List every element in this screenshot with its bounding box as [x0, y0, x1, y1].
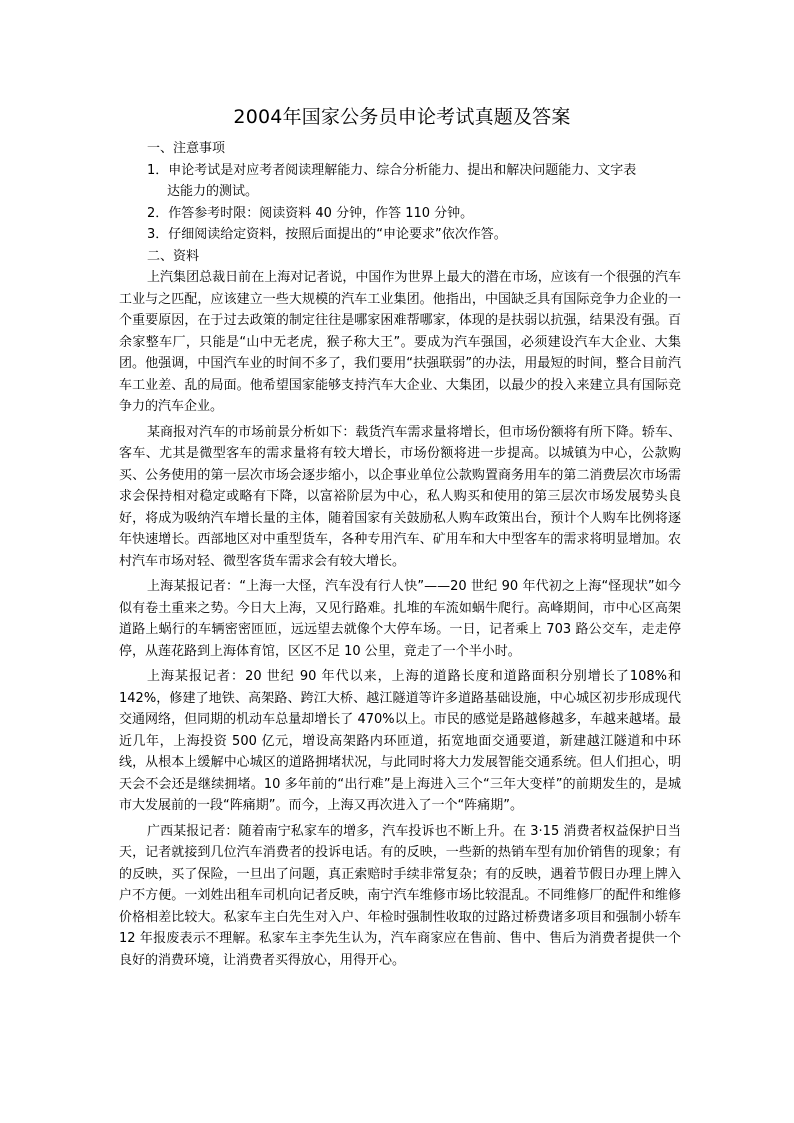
section-heading-materials: 二、资料: [147, 248, 200, 264]
material-paragraph-3: 上海某报记者：“上海一大怪，汽车没有行人快”——20 世纪 90 年代初之上海“怪现状”如今似有卷土重来之势。今日大上海，又见行路难。扎堆的车流如蜗牛爬行。高峰期间，市中心区高架道路上蜗行的车辆密密匝匝，远远望去就像个大停车场。一日，记者乘上 703 路公交车，走走停停，从莲花路到上海体育馆，区区不足 10 公里，竟走了一个半小时。: [119, 579, 681, 659]
notes-item-1: 1．申论考试是对应考者阅读理解能力、综合分析能力、提出和解决问题能力、文字表: [147, 162, 637, 178]
notes-item-2: 2．作答参考时限：阅读资料 40 分钟，作答 110 分钟。: [147, 205, 474, 221]
material-paragraph-4: 上海某报记者：20 世纪 90 年代以来，上海的道路长度和道路面积分别增长了108%和142%，修建了地铁、高架路、跨江大桥、越江隧道等许多道路基础设施，中心城区初步形成现代交通网络，但同期的机动车总量却增长了 470%以上。市民的感觉是路越修越多，车越来越堵。最近几年，上海投资 500 亿元，增设高架路内环匝道，拓宽地面交通要道，新建越江隧道和中环线，从根本上缓解中心城区的道路拥堵状况，与此同时将大力发展智能交通系统。但人们担心，明天会不会还是继续拥堵。10 多年前的“出行难”是上海进入三个“三年大变样”的前期发生的，是城市大发展前的一段“阵痛期”。而今，上海又再次进入了一个“阵痛期”。: [119, 669, 681, 813]
document-page: [119, 104, 681, 975]
section-heading-notes: 一、注意事项: [147, 141, 226, 156]
material-paragraph-1: 上汽集团总裁日前在上海对记者说，中国作为世界上最大的潜在市场，应该有一个很强的汽车工业与之匹配，应该建立一些大规模的汽车工业集团。他指出，中国缺乏具有国际竞争力企业的一个重要原因，在于过去政策的制定往往是哪家困难帮哪家，体现的是扶弱以抗强，结果没有强。百余家整车厂，只能是“山中无老虎，猴子称大王”。要成为汽车强国，必须建设汽车大企业、大集团。他强调，中国汽车业的时间不多了，我们要用“扶强联弱”的办法，用最短的时间，整合目前汽车工业差、乱的局面。他希望国家能够支持汽车大企业、大集团，以最少的投入来建立具有国际竞争力的汽车企业。: [119, 270, 681, 414]
document-title: 2004年国家公务员申论考试真题及答案: [233, 106, 571, 128]
material-paragraph-2: 某商报对汽车的市场前景分析如下：载货汽车需求量将增长，但市场份额将有所下降。轿车、客车、尤其是微型客车的需求量将有较大增长，市场份额将进一步提高。以城镇为中心，公款购买、公务使用的第一层次市场会逐步缩小，以企事业单位公款购置商务用车的第二消费层次市场需求会保持相对稳定或略有下降，以富裕阶层为中心，私人购买和使用的第三层次市场发展势头良好，将成为吸纳汽车增长量的主体，随着国家有关鼓励私人购车政策出台，预计个人购车比例将逐年快速增长。西部地区对中重型货车，各种专用汽车、矿用车和大中型客车的需求将明显增加。农村汽车市场对轻、微型客货车需求会有较大增长。: [119, 424, 681, 569]
notes-item-1-continued: 达能力的测试。: [167, 184, 259, 199]
material-paragraph-5: 广西某报记者：随着南宁私家车的增多，汽车投诉也不断上升。在 3·15 消费者权益保护日当天，记者就接到几位汽车消费者的投诉电话。有的反映，一些新的热销车型有加价销售的现象；有的反映，买了保险，一旦出了问题，真正索赔时手续非常复杂；有的反映，遇着节假日办理上牌入户不方便。一刘姓出租车司机向记者反映，南宁汽车维修市场比较混乱。不同维修厂的配件和维修价格相差比较大。私家车主白先生对入户、年检时强制性收取的过路过桥费诸多项目和强制小轿车 12 年报废表示不理解。私家车主李先生认为，汽车商家应在售前、售中、售后为消费者提供一个良好的消费环境，让消费者买得放心，用得开心。: [119, 823, 681, 968]
notes-item-3: 3．仔细阅读给定资料，按照后面提出的“申论要求”依次作答。: [147, 227, 507, 242]
